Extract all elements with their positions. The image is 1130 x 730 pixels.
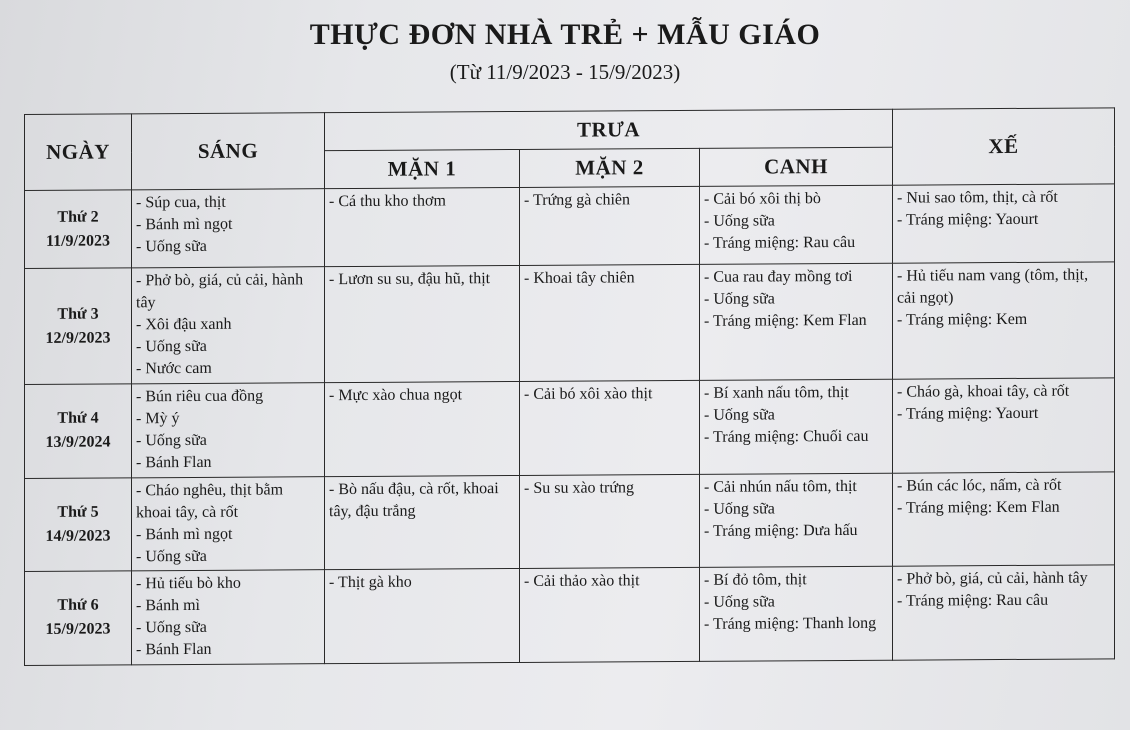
cell-sang <box>132 189 325 268</box>
header-man2: MẶN 2 <box>520 148 700 187</box>
header-man1: MẶN 1 <box>325 149 520 188</box>
cell-canh <box>700 473 893 567</box>
menu-table <box>24 107 1115 666</box>
menu-item: - Tráng miệng: Yaourt <box>897 405 1039 424</box>
menu-item: - Nui sao tôm, thịt, cà rốt <box>897 188 1058 207</box>
menu-item: - Uống sữa <box>136 547 207 565</box>
menu-item: - Cháo gà, khoai tây, cà rốt <box>897 383 1070 402</box>
menu-item: - Cá thu kho thơm <box>329 192 446 211</box>
menu-item: - Tráng miệng: Kem <box>897 311 1028 329</box>
menu-item: - Cải bó xôi xào thịt <box>524 385 653 404</box>
menu-item: - Khoai tây chiên <box>524 269 635 288</box>
menu-item: - Tráng miệng: Yaourt <box>897 210 1039 229</box>
menu-item: - Tráng miệng: Dưa hấu <box>704 521 858 540</box>
cell-man2 <box>520 381 700 475</box>
menu-item: - Bánh Flan <box>136 640 212 659</box>
menu-item: - Bánh mì <box>136 596 200 615</box>
day-cell <box>25 571 132 666</box>
header-xe: XẾ <box>893 108 1115 185</box>
menu-item: - Bún các lóc, nấm, cà rốt <box>897 476 1062 495</box>
cell-canh <box>700 566 893 661</box>
day-name: Thứ 4 <box>57 410 99 428</box>
menu-body <box>25 184 1115 666</box>
menu-item: - Nước cam <box>136 360 212 378</box>
menu-item: - Bí xanh nấu tôm, thịt <box>704 384 849 403</box>
cell-man2 <box>520 567 700 662</box>
menu-item: - Tráng miệng: Thanh long <box>704 614 877 633</box>
menu-item: - Súp cua, thịt <box>136 193 226 212</box>
cell-man2 <box>520 186 700 265</box>
day-name: Thứ 6 <box>57 596 99 615</box>
day-cell <box>25 384 132 478</box>
menu-item: - Uống sữa <box>704 593 775 611</box>
menu-item: - Mực xào chua ngọt <box>329 386 463 405</box>
cell-man2 <box>520 474 700 568</box>
menu-row <box>25 378 1115 478</box>
day-cell <box>25 477 132 571</box>
day-cell <box>25 268 132 385</box>
menu-item: - Bí đỏ tôm, thịt <box>704 570 807 589</box>
header-trua: TRƯA <box>325 109 893 150</box>
menu-item: - Tráng miệng: Chuối cau <box>704 428 869 447</box>
cell-sang <box>132 383 325 477</box>
header-sang: SÁNG <box>132 113 325 190</box>
menu-item: - Uống sữa <box>704 290 775 309</box>
cell-canh <box>700 380 893 474</box>
day-date: 14/9/2023 <box>45 527 111 545</box>
header-ngay: NGÀY <box>25 114 132 191</box>
date-range: (Từ 11/9/2023 - 15/9/2023) <box>449 60 681 84</box>
cell-man1 <box>325 475 520 569</box>
cell-sang <box>132 569 325 664</box>
day-name: Thứ 5 <box>57 503 99 521</box>
menu-item: - Mỳ ý <box>136 410 180 428</box>
menu-item: - Tráng miệng: Kem Flan <box>897 498 1060 517</box>
day-date: 13/9/2024 <box>45 433 111 452</box>
menu-item: - Tráng miệng: Rau câu <box>704 233 856 252</box>
menu-row <box>25 471 1115 571</box>
menu-row <box>25 184 1115 269</box>
menu-item: - Bò nấu đậu, cà rốt, khoai tây, đậu trắng <box>329 479 499 520</box>
menu-item: - Su su xào trứng <box>524 478 634 497</box>
page-title: THỰC ĐƠN NHÀ TRẺ + MẪU GIÁO <box>309 18 821 51</box>
menu-item: - Phở bò, giá, củ cải, hành tây <box>136 271 304 312</box>
menu-item: - Uống sữa <box>136 237 207 256</box>
menu-item: - Uống sữa <box>704 499 775 518</box>
day-date: 12/9/2023 <box>45 329 111 347</box>
day-date: 11/9/2023 <box>45 232 110 250</box>
menu-item: - Cua rau đay mồng tơi <box>704 268 853 287</box>
menu-item: - Uống sữa <box>136 618 207 637</box>
cell-xe <box>893 262 1115 380</box>
menu-item: - Cải thảo xào thịt <box>524 572 640 590</box>
menu-item: - Xôi đậu xanh <box>136 315 232 334</box>
cell-canh <box>700 185 893 264</box>
menu-item: - Trứng gà chiên <box>524 191 630 209</box>
cell-man1 <box>325 187 520 266</box>
menu-item: - Uống sữa <box>136 432 207 450</box>
cell-canh <box>700 263 893 380</box>
menu-item: - Bánh mì ngọt <box>136 525 233 543</box>
menu-item: - Cải bó xôi thị bò <box>704 190 821 208</box>
cell-man1 <box>325 266 520 383</box>
menu-row <box>25 262 1115 385</box>
menu-row <box>25 565 1115 666</box>
day-cell <box>25 190 132 269</box>
cell-man1 <box>325 382 520 476</box>
menu-item: - Uống sữa <box>704 406 775 425</box>
cell-sang <box>132 476 325 570</box>
cell-xe <box>893 565 1115 661</box>
menu-item: - Uống sữa <box>704 212 775 230</box>
menu-item: - Hủ tiếu nam vang (tôm, thịt, cải ngọt) <box>897 266 1089 307</box>
cell-man2 <box>520 265 700 382</box>
menu-item: - Phở bò, giá, củ cải, hành tây <box>897 569 1088 588</box>
menu-item: - Bánh mì ngọt <box>136 215 233 234</box>
menu-item: - Thịt gà kho <box>329 573 412 591</box>
day-date: 15/9/2023 <box>45 620 111 639</box>
menu-item: - Bún riêu cua đồng <box>136 387 264 406</box>
menu-item: - Tráng miệng: Rau câu <box>897 591 1049 610</box>
day-name: Thứ 3 <box>57 305 99 323</box>
day-name: Thứ 2 <box>57 208 99 226</box>
cell-xe <box>893 471 1115 566</box>
cell-xe <box>893 378 1115 473</box>
cell-xe <box>893 184 1115 264</box>
menu-item: - Lươn su su, đậu hũ, thịt <box>329 270 491 289</box>
menu-item: - Cải nhún nấu tôm, thịt <box>704 477 857 496</box>
menu-item: - Tráng miệng: Kem Flan <box>704 312 867 331</box>
menu-item: - Bánh Flan <box>136 454 212 472</box>
menu-item: - Cháo nghêu, thịt bằm khoai tây, cà rốt <box>136 480 284 521</box>
header-canh: CANH <box>700 147 893 186</box>
menu-item: - Hủ tiếu bò kho <box>136 574 241 593</box>
menu-item: - Uống sữa <box>136 338 207 356</box>
cell-sang <box>132 267 325 384</box>
cell-man1 <box>325 568 520 663</box>
